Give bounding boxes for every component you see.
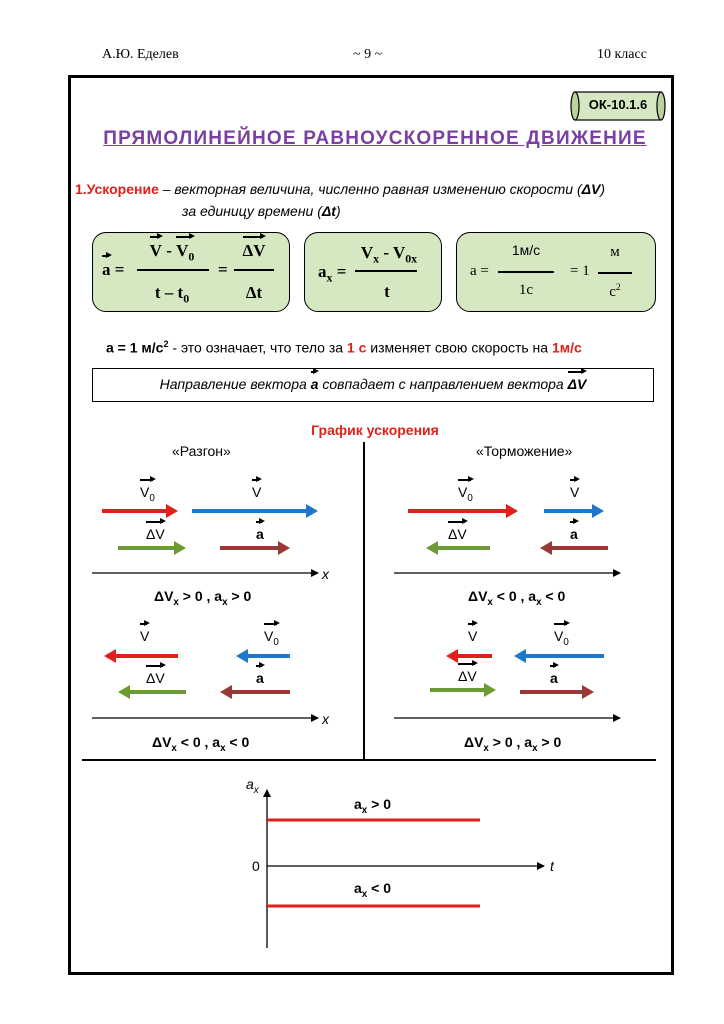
formula3-unit-num: м xyxy=(610,244,620,260)
formula1-equals: = xyxy=(218,260,228,279)
plot-zero-label: 0 xyxy=(252,858,260,874)
definition-line2: за единицу времени (Δt) xyxy=(182,203,341,219)
header-page-number: ~ 9 ~ xyxy=(353,47,383,62)
q4-v0-label: $V_0$ xyxy=(554,628,569,648)
header-grade: 10 класс xyxy=(597,47,647,62)
q2-v0-label: $V_0$ xyxy=(458,484,473,504)
q4-condition: $\Delta V_x > 0$ , $a_x > 0$ xyxy=(464,734,562,754)
plot-negative-label: $a_x < 0$ xyxy=(354,880,391,900)
q1-dv-label: ΔV xyxy=(146,526,165,542)
q2-v-label: V xyxy=(570,484,580,500)
q1-v-label: V xyxy=(252,484,262,500)
page-title: ПРЯМОЛИНЕЙНОЕ РАВНОУСКОРЕННОЕ ДВИЖЕНИЕ xyxy=(103,128,647,149)
definition-line1: 1.Ускорение – векторная величина, численно равная изменению скорости (ΔV) xyxy=(75,181,606,197)
q1-x-label: x xyxy=(322,566,329,582)
formula3-unit-den: $c^2$ xyxy=(609,282,621,300)
brake-label: «Торможение» xyxy=(476,443,573,459)
plot-positive-label: $a_x > 0$ xyxy=(354,796,391,816)
q3-condition: $\Delta V_x < 0$ , $a_x < 0$ xyxy=(152,734,250,754)
q4-a-label: a xyxy=(550,670,558,686)
formula2-denominator: t xyxy=(384,282,390,301)
plot-y-label: $a_x$ xyxy=(246,776,259,796)
q4-v-label: V xyxy=(468,628,478,644)
direction-text: Направление вектора a совпадает с направлением вектора ΔV xyxy=(159,376,587,392)
q3-a-label: a xyxy=(256,670,264,686)
q3-x-label: x xyxy=(322,711,329,727)
plot-x-label: t xyxy=(550,858,554,874)
q2-condition: $\Delta V_x < 0$ , $a_x < 0$ xyxy=(468,588,566,608)
formula2-lhs: $a_x$ = xyxy=(318,262,347,285)
formula3-denominator: 1c xyxy=(518,282,534,298)
formula3-equals: = 1 xyxy=(570,263,590,279)
q4-dv-label: ΔV xyxy=(458,668,477,684)
formula1-dt: Δt xyxy=(245,283,263,302)
formula1-dv: ΔV xyxy=(242,241,266,260)
q3-v0-label: $V_0$ xyxy=(264,628,279,648)
meaning-sentence: a = 1 $м/с^2$ - это означает, что тело за 1 с изменяет свою скорость на 1м/с xyxy=(106,339,582,356)
formula3-numerator: 1м/с xyxy=(511,242,541,258)
header-author: А.Ю. Еделев xyxy=(102,47,179,62)
formula1-lhs: a = xyxy=(102,260,125,279)
accel-label: «Разгон» xyxy=(172,443,231,459)
q3-v-label: V xyxy=(140,628,150,644)
definition-term: 1.Ускорение xyxy=(75,181,159,197)
q1-v0-label: $V_0$ xyxy=(140,484,155,504)
q2-dv-label: ΔV xyxy=(448,526,467,542)
graph-title: График ускорения xyxy=(311,422,439,438)
q1-condition: $\Delta V_x > 0$ , $a_x > 0$ xyxy=(154,588,252,608)
q2-a-label: a xyxy=(570,526,578,542)
formula2-numerator: $V_x - V_{0x}$ xyxy=(360,243,418,266)
q3-dv-label: ΔV xyxy=(146,670,165,686)
badge-code: ОК-10.1.6 xyxy=(588,97,648,112)
formula1-denominator: t – $t_0$ xyxy=(154,283,190,306)
formula3-lhs: a = xyxy=(470,263,489,279)
formula1-numerator: V - $V_0$ xyxy=(149,241,195,264)
q1-a-label: a xyxy=(256,526,264,542)
